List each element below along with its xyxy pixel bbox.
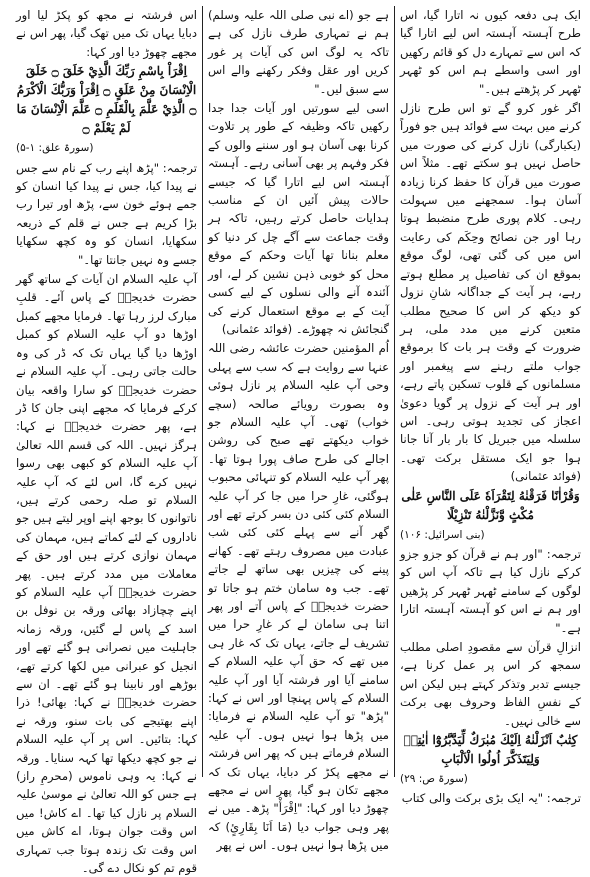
verse-reference: (سورۃ علق: ۱-۵) bbox=[16, 142, 94, 155]
paragraph: اسی لیے سورتیں اور آیات جدا جدا رکھیں تاکہ وظیفہ کے طور پر تلاوت کرنا بھی آسان ہو اور سننے والوں کے فکر وفہم پر بھی آسانی رہے۔ آہستہ آہستہ اس لیے اتارا گیا کہ جیسے حالات پیش آئیں ان کے مناسب ہدایات حاصل کرتے رہیں، تاکہ ہر وقت جماعت سے آگے چل کر دنیا کو معلم بنانا تھا آیات وحکم کے موقع محل کو خوبی ذہن نشین کر لے، اور آئندہ آنے والی نسلوں کے لیے کسی آیت کے بے موقع استعمال کرنے کی گنجائش نہ چھوڑے۔ (فوائد عثمانی) bbox=[208, 101, 389, 336]
quran-verse: اِقْرَاْ بِاسْمِ رَبِّكَ الَّذِيْ خَلَقَ ۝ خَلَقَ الْاِنْسَانَ مِنْ عَلَقٍ ۝ اِقْرَاْ وَرَبُّكَ الْاَكْرَمُ ۝ الَّذِيْ عَلَّمَ بِالْقَلَمِ ۝ عَلَّمَ الْاِنْسَانَ مَا لَمْ يَعْلَمْ ۝ bbox=[16, 64, 197, 136]
paragraph: انزالِ قرآن سے مقصودِ اصلی مطلب سمجھ کر اس پر عمل کرنا ہے، جیسے تدبر وتذکر کہتے ہیں لیکن اس کے نفسِ الفاظ وحروف بھی برکت سے خالی نہیں۔ bbox=[400, 640, 581, 728]
column-right bbox=[397, 6, 584, 806]
paragraph: ایک ہی دفعہ کیوں نہ اتارا گیا، اس طرح آہستہ آہستہ اس لیے اتارا گیا کہ اس سے تمہارے دل کو قائم رکھیں اور اسی واسطے ہم اس کو ٹھہر ٹھہر کر پڑھتے ہیں۔" bbox=[400, 8, 581, 96]
column-divider bbox=[394, 6, 395, 777]
verse-reference: (سورۃ ص: ۲۹) bbox=[400, 773, 468, 786]
quran-verse: كِتٰبٌ اَنْزَلْنٰهُ اِلَيْكَ مُبٰرَكٌ لِّيَدَّبَّرُوْٓا اٰيٰتِهٖ وَلِيَتَذَكَّرَ اُولُوا الْاَلْبَابِ bbox=[403, 733, 578, 767]
paragraph: آپ علیہ السلام ان آیات کے ساتھ گھر حضرت خدیجہؓ کے پاس آئے۔ قلبِ مبارک لرز رہا تھا۔ فرمایا مجھے کمبل اوڑھا دو آپ علیہ السلام کو کمبل اوڑھا دیا گیا یہاں تک کہ ڈر کی وہ حالت جاتی رہی۔ آپ علیہ السلام نے حضرت خدیجہؓ کو سارا واقعہ بیان کرکے فرمایا کہ مجھے اپنی جان کا ڈر ہے، پھر حضرت خدیجہؓ نے کہا: ہرگز نہیں۔ اللہ کی قسم اللہ تعالیٰ آپ علیہ السلام کو کبھی بھی رسوا نہیں کرے گا، اس لئے کہ آپ علیہ السلام تو صلہ رحمی کرتے ہیں، ناتوانوں کا بوجھ اپنے اوپر لیتے ہیں جو ناداروں کے لئے کماتے ہیں، مہمان کی مہمان نوازی کرتے ہیں اور حق کے معاملات میں مدد کرتے ہیں۔ پھر حضرت خدیجہؓ آپ علیہ السلام کو اپنے چچازاد بھائی ورقہ بن نوفل بن اسد کے پاس لے گئیں، ورقہ زمانہ جاہلیت میں نصرانی ہو گئے تھے اور انجیل کو عبرانی میں لکھا کرتے تھے، بوڑھے اور نابینا ہو گئے تھے۔ ان سے حضرت خدیجہؓ نے کہا: بھائی! ذرا اپنے بھتیجے کی بات سنو، ورقہ نے کہا: بتائیں۔ اس پر آپ علیہ السلام نے جو کچھ دیکھا تھا کہہ سنایا۔ ورقہ نے کہا: یہ وہی ناموس (محرمِ راز) ہے جس کو اللہ تعالیٰ نے موسیٰ علیہ السلام پر نازل کیا تھا۔ اے کاش! میں اس وقت جوان ہوتا، اے کاش میں اس وقت تک زندہ ہوتا جب تمہاری قوم تم کو نکال دے گی۔ bbox=[16, 272, 197, 876]
translation-paragraph: ترجمہ: "پڑھ اپنے رب کے نام سے جس نے پیدا کیا، جس نے پیدا کیا انسان کو جمے ہوئے خون سے، پڑھ اور تیرا رب بڑا کریم ہے جس نے قلم کے ذریعہ سکھایا، انسان کو وہ کچھ سکھایا جسے وہ نہیں جانتا تھا۔" bbox=[16, 160, 197, 267]
paragraph: ہے جو (اے نبی صلی اللہ علیہ وسلم) ہم نے تمہاری طرف نازل کی ہے تاکہ یہ لوگ اس کی آیات پر غور کریں اور عقل وفکر رکھنے والے اس سے سبق لیں۔" bbox=[208, 8, 389, 96]
quran-verse: وَقُرْاٰنًا فَرَقْنٰهُ لِتَقْرَاَهٗ عَلَى النَّاسِ عَلٰى مُكْثٍ وَّنَزَّلْنٰهُ تَنْزِيْلًا bbox=[401, 488, 580, 522]
paragraph: اگر غور کرو گے تو اس طرح نازل کرنے میں بہت سے فوائد ہیں جو فوراً (یکبارگی) نازل کرنے کی صورت میں حاصل نہیں ہو سکتے تھے۔ مثلاً اس صورت میں قرآن کا حفظ کرنا زیادہ آسان ہوا۔ سمجھنے میں سہولت رہی۔ کلام پوری طرح منضبط ہوتا رہا اور جن نصائح وحِکَم کی رعایت اس میں کی گئی تھی، لوگ موقع بموقع ان کی تفاصیل پر مطلع ہوتے رہے، ہر آیت کے جداگانہ شانِ نزول کو دیکھ کر اس کا صحیح مطلب متعین کرنے میں مدد ملی، ہر ضرورت کے وقت ہر بات کا برموقع جواب ملتے رہنے سے پیغمبر اور مسلمانوں کے قلوب تسکین پاتے رہے، اور ہر آیت کے نزول پر گویا دعویٰ اعجاز کی تجدید ہوتی رہی۔ اس سلسلہ میں جبریل کا بار بار آنا جانا ہوا جو ایک مستقل برکت تھی۔ (فوائد عثمانی) bbox=[400, 101, 581, 484]
paragraph: اُم المؤمنین حضرت عائشہ رضی اللہ عنہا سے روایت ہے کہ سب سے پہلی وحی آپ علیہ السلام پر نازل ہوئی وہ بصورت رویائے صالحہ (سچے خواب) تھی۔ آپ علیہ السلام جو خواب دیکھتے تھے صبح کی روشن اجالے کی طرح صاف پورا ہوتا تھا۔ پھر آپ علیہ السلام کو تنہائی محبوب ہوگئی، غارِ حرا میں جا کر آپ علیہ السلام کئی کئی دن بسر کرتے تھے اور گھر آنے سے پہلے کئی کئی شب عبادت میں مصروف رہتے تھے۔ کھانے پینے کی چیزیں بھی ساتھ لے جاتے تھے۔ جب وہ سامان ختم ہو جاتا تو حضرت خدیجہؓ کے پاس آتے اور پھر اتنا ہی سامان لے کر غارِ حرا میں تشریف لے جاتے، یہاں تک کہ غار ہی میں تھے کہ حق آپ علیہ السلام کے سامنے آیا اور فرشتہ آیا اور آپ علیہ السلام کے پاس پہنچا اور اس نے کہا: "پڑھ" تو آپ علیہ السلام نے فرمایا: میں پڑھا ہوا نہیں ہوں۔ آپ علیہ السلام فرماتے ہیں کہ پھر اس فرشتہ نے مجھے پکڑ کر دبایا، یہاں تک کہ مجھے تکان ہو گیا، پھر اس نے مجھے چھوڑ دیا اور کہا: "اِقْرَأْ" پڑھ۔ میں نے پھر وہی جواب دیا (مَا اَنَا بِقَارِئٍ) کہ میں پڑھا ہوا نہیں ہوں۔ اس نے پھر bbox=[208, 341, 389, 853]
translation-paragraph: ترجمہ: "یہ ایک بڑی برکت والی کتاب bbox=[401, 791, 581, 806]
translation-paragraph: ترجمہ: "اور ہم نے قرآن کو جزو جزو کرکے نازل کیا ہے تاکہ آپ اس کو لوگوں کے سامنے ٹھہر ٹھہر کر پڑھیں اور ہم نے اس کو آہستہ آہستہ اتارا ہے۔" bbox=[400, 546, 581, 635]
paragraph: اس فرشتہ نے مجھ کو پکڑ لیا اور دبایا یہاں تک میں تھک گیا، پھر اس نے مجھے چھوڑ دیا اور کہا: bbox=[16, 8, 197, 59]
verse-reference: (بنی اسرائیل: ۱۰۶) bbox=[400, 528, 485, 541]
column-middle bbox=[205, 6, 392, 853]
column-divider bbox=[202, 6, 203, 777]
column-left bbox=[13, 6, 200, 876]
